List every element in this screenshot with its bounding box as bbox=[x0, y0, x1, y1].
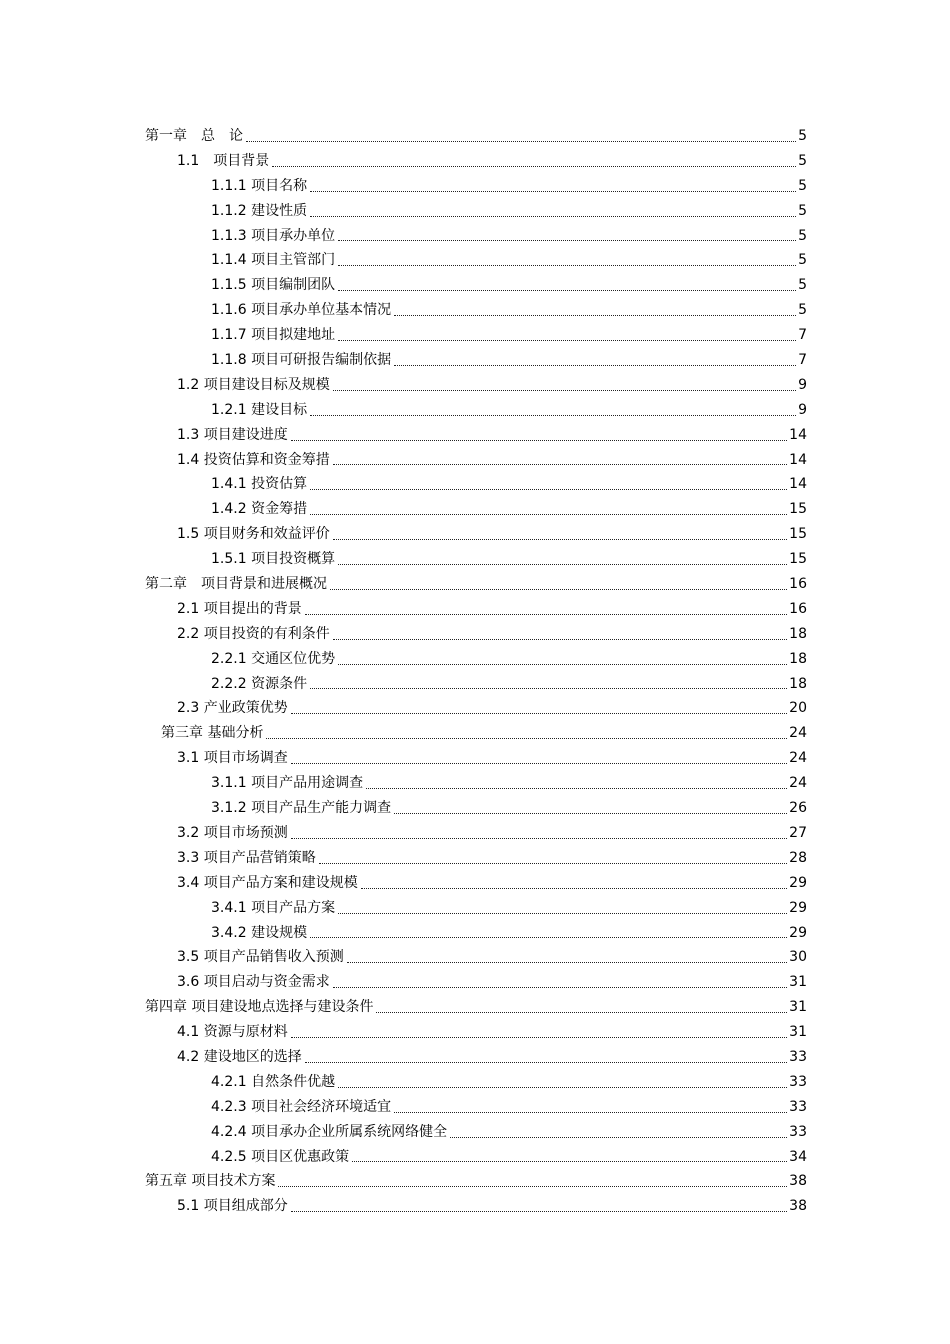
toc-entry[interactable] bbox=[0, 174, 950, 199]
toc-dot-leader bbox=[310, 414, 796, 416]
toc-entry-page-number: 33 bbox=[789, 1123, 807, 1140]
toc-entry[interactable] bbox=[0, 1120, 950, 1145]
toc-entry-title: 1.5 项目财务和效益评价 bbox=[177, 522, 331, 547]
toc-dot-leader bbox=[291, 837, 787, 839]
toc-entry[interactable] bbox=[0, 273, 950, 298]
toc-dot-leader bbox=[376, 1011, 787, 1013]
toc-entry-page-number: 16 bbox=[789, 600, 807, 617]
toc-entry[interactable] bbox=[0, 572, 950, 597]
toc-entry-title: 第四章 项目建设地点选择与建设条件 bbox=[145, 995, 374, 1020]
toc-entry[interactable] bbox=[0, 373, 950, 398]
toc-entry-title: 1.1.5 项目编制团队 bbox=[211, 273, 336, 298]
toc-entry-title: 2.2.1 交通区位优势 bbox=[211, 647, 336, 672]
toc-entry[interactable] bbox=[0, 896, 950, 921]
toc-dot-leader bbox=[338, 912, 787, 914]
toc-dot-leader bbox=[291, 1036, 787, 1038]
toc-dot-leader bbox=[394, 364, 796, 366]
toc-entry-title: 1.1.8 项目可研报告编制依据 bbox=[211, 348, 392, 373]
toc-dot-leader bbox=[330, 588, 787, 590]
toc-entry-title: 1.1.6 项目承办单位基本情况 bbox=[211, 298, 392, 323]
toc-entry[interactable] bbox=[0, 1070, 950, 1095]
toc-dot-leader bbox=[450, 1136, 787, 1138]
toc-dot-leader bbox=[291, 712, 787, 714]
toc-entry[interactable] bbox=[0, 497, 950, 522]
toc-entry-page-number: 31 bbox=[789, 974, 807, 991]
toc-entry[interactable] bbox=[0, 224, 950, 249]
toc-entry[interactable] bbox=[0, 199, 950, 224]
toc-dot-leader bbox=[338, 563, 787, 565]
toc-entry-title: 第一章 总 论 bbox=[145, 124, 244, 149]
toc-dot-leader bbox=[338, 1086, 787, 1088]
toc-entry-page-number: 14 bbox=[789, 426, 807, 443]
toc-dot-leader bbox=[310, 190, 796, 192]
toc-entry[interactable] bbox=[0, 945, 950, 970]
toc-entry[interactable] bbox=[0, 696, 950, 721]
toc-entry-title: 4.2.5 项目区优惠政策 bbox=[211, 1145, 350, 1170]
toc-entry[interactable] bbox=[0, 472, 950, 497]
toc-entry-title: 1.4.1 投资估算 bbox=[211, 472, 308, 497]
toc-entry-title: 1.4 投资估算和资金筹措 bbox=[177, 448, 331, 473]
toc-entry-page-number: 7 bbox=[798, 352, 807, 369]
toc-entry[interactable] bbox=[0, 248, 950, 273]
toc-entry-title: 3.3 项目产品营销策略 bbox=[177, 846, 317, 871]
toc-entry-page-number: 33 bbox=[789, 1098, 807, 1115]
toc-entry-title: 第五章 项目技术方案 bbox=[145, 1169, 276, 1194]
toc-entry[interactable] bbox=[0, 597, 950, 622]
toc-entry-page-number: 5 bbox=[798, 227, 807, 244]
toc-entry-page-number: 38 bbox=[789, 1198, 807, 1215]
toc-entry-page-number: 31 bbox=[789, 1024, 807, 1041]
toc-entry-title: 3.4 项目产品方案和建设规模 bbox=[177, 871, 359, 896]
toc-entry[interactable] bbox=[0, 448, 950, 473]
toc-entry-title: 3.5 项目产品销售收入预测 bbox=[177, 945, 345, 970]
toc-entry[interactable] bbox=[0, 423, 950, 448]
toc-dot-leader bbox=[333, 538, 787, 540]
toc-dot-leader bbox=[266, 737, 787, 739]
table-of-contents bbox=[0, 124, 950, 1219]
toc-dot-leader bbox=[291, 762, 787, 764]
toc-entry-title: 4.2 建设地区的选择 bbox=[177, 1045, 303, 1070]
toc-dot-leader bbox=[347, 961, 787, 963]
toc-dot-leader bbox=[310, 488, 787, 490]
toc-entry[interactable] bbox=[0, 821, 950, 846]
toc-dot-leader bbox=[310, 215, 796, 217]
toc-entry-page-number: 27 bbox=[789, 824, 807, 841]
toc-entry-title: 4.1 资源与原材料 bbox=[177, 1020, 289, 1045]
toc-entry[interactable] bbox=[0, 547, 950, 572]
toc-entry[interactable] bbox=[0, 348, 950, 373]
toc-entry-page-number: 18 bbox=[789, 650, 807, 667]
toc-entry-title: 2.1 项目提出的背景 bbox=[177, 597, 303, 622]
toc-entry-page-number: 28 bbox=[789, 849, 807, 866]
toc-entry-page-number: 24 bbox=[789, 775, 807, 792]
toc-dot-leader bbox=[338, 663, 787, 665]
toc-entry[interactable] bbox=[0, 622, 950, 647]
toc-entry[interactable] bbox=[0, 522, 950, 547]
toc-entry[interactable] bbox=[0, 771, 950, 796]
toc-entry[interactable] bbox=[0, 871, 950, 896]
toc-entry[interactable] bbox=[0, 1194, 950, 1219]
toc-entry-page-number: 5 bbox=[798, 177, 807, 194]
toc-entry[interactable] bbox=[0, 672, 950, 697]
toc-dot-leader bbox=[394, 314, 796, 316]
toc-dot-leader bbox=[338, 339, 796, 341]
toc-entry-page-number: 29 bbox=[789, 924, 807, 941]
toc-entry-page-number: 15 bbox=[789, 526, 807, 543]
toc-entry-title: 1.2.1 建设目标 bbox=[211, 398, 308, 423]
toc-entry-title: 5.1 项目组成部分 bbox=[177, 1194, 289, 1219]
toc-entry-page-number: 29 bbox=[789, 899, 807, 916]
toc-entry-page-number: 18 bbox=[789, 675, 807, 692]
toc-entry[interactable] bbox=[0, 1169, 950, 1194]
toc-entry-title: 2.2.2 资源条件 bbox=[211, 672, 308, 697]
toc-entry-page-number: 5 bbox=[798, 152, 807, 169]
toc-entry-title: 第二章 项目背景和进展概况 bbox=[145, 572, 328, 597]
toc-dot-leader bbox=[310, 513, 787, 515]
toc-dot-leader bbox=[352, 1160, 787, 1162]
toc-entry[interactable] bbox=[0, 1020, 950, 1045]
toc-entry-page-number: 14 bbox=[789, 451, 807, 468]
toc-entry-title: 4.2.4 项目承办企业所属系统网络健全 bbox=[211, 1120, 448, 1145]
toc-entry[interactable] bbox=[0, 398, 950, 423]
toc-entry-page-number: 29 bbox=[789, 874, 807, 891]
toc-entry-page-number: 31 bbox=[789, 999, 807, 1016]
toc-entry-page-number: 15 bbox=[789, 501, 807, 518]
toc-entry-title: 第三章 基础分析 bbox=[161, 721, 264, 746]
toc-dot-leader bbox=[291, 1210, 787, 1212]
toc-entry-page-number: 33 bbox=[789, 1048, 807, 1065]
toc-entry-page-number: 30 bbox=[789, 949, 807, 966]
toc-entry-title: 4.2.1 自然条件优越 bbox=[211, 1070, 336, 1095]
toc-dot-leader bbox=[338, 289, 796, 291]
toc-dot-leader bbox=[291, 439, 787, 441]
toc-entry[interactable] bbox=[0, 647, 950, 672]
toc-entry[interactable] bbox=[0, 846, 950, 871]
toc-dot-leader bbox=[338, 264, 796, 266]
toc-entry-title: 1.4.2 资金筹措 bbox=[211, 497, 308, 522]
toc-dot-leader bbox=[310, 936, 787, 938]
toc-entry-title: 3.2 项目市场预测 bbox=[177, 821, 289, 846]
toc-dot-leader bbox=[305, 613, 787, 615]
toc-entry-page-number: 18 bbox=[789, 625, 807, 642]
toc-dot-leader bbox=[361, 887, 787, 889]
toc-entry-title: 3.1.2 项目产品生产能力调查 bbox=[211, 796, 392, 821]
toc-entry-title: 1.1 项目背景 bbox=[177, 149, 270, 174]
toc-entry-page-number: 9 bbox=[798, 401, 807, 418]
toc-entry[interactable] bbox=[0, 1045, 950, 1070]
toc-dot-leader bbox=[333, 389, 796, 391]
toc-entry[interactable] bbox=[0, 721, 950, 746]
toc-entry[interactable] bbox=[0, 746, 950, 771]
toc-entry-page-number: 15 bbox=[789, 551, 807, 568]
toc-entry-page-number: 14 bbox=[789, 476, 807, 493]
toc-dot-leader bbox=[272, 165, 796, 167]
toc-entry-page-number: 5 bbox=[798, 302, 807, 319]
toc-entry-title: 1.3 项目建设进度 bbox=[177, 423, 289, 448]
toc-entry[interactable] bbox=[0, 1145, 950, 1170]
toc-entry-title: 3.6 项目启动与资金需求 bbox=[177, 970, 331, 995]
toc-entry-title: 2.2 项目投资的有利条件 bbox=[177, 622, 331, 647]
toc-entry[interactable] bbox=[0, 921, 950, 946]
toc-dot-leader bbox=[333, 463, 787, 465]
toc-entry-page-number: 9 bbox=[798, 376, 807, 393]
toc-dot-leader bbox=[333, 638, 787, 640]
toc-entry[interactable] bbox=[0, 995, 950, 1020]
toc-entry-page-number: 7 bbox=[798, 327, 807, 344]
toc-entry-title: 4.2.3 项目社会经济环境适宜 bbox=[211, 1095, 392, 1120]
toc-entry[interactable] bbox=[0, 1095, 950, 1120]
toc-dot-leader bbox=[338, 239, 796, 241]
toc-entry-title: 1.1.4 项目主管部门 bbox=[211, 248, 336, 273]
toc-dot-leader bbox=[394, 1111, 787, 1113]
toc-entry[interactable] bbox=[0, 149, 950, 174]
toc-dot-leader bbox=[366, 787, 787, 789]
toc-entry-page-number: 38 bbox=[789, 1173, 807, 1190]
toc-entry-title: 3.4.2 建设规模 bbox=[211, 921, 308, 946]
toc-entry-page-number: 33 bbox=[789, 1073, 807, 1090]
toc-entry-title: 1.2 项目建设目标及规模 bbox=[177, 373, 331, 398]
toc-dot-leader bbox=[246, 140, 796, 142]
toc-entry-page-number: 5 bbox=[798, 277, 807, 294]
toc-entry-title: 3.4.1 项目产品方案 bbox=[211, 896, 336, 921]
toc-entry-title: 2.3 产业政策优势 bbox=[177, 696, 289, 721]
toc-entry-title: 1.1.1 项目名称 bbox=[211, 174, 308, 199]
toc-entry-title: 3.1 项目市场调查 bbox=[177, 746, 289, 771]
toc-entry-title: 1.1.2 建设性质 bbox=[211, 199, 308, 224]
toc-entry-page-number: 34 bbox=[789, 1148, 807, 1165]
toc-entry-title: 1.5.1 项目投资概算 bbox=[211, 547, 336, 572]
toc-entry-page-number: 20 bbox=[789, 700, 807, 717]
toc-entry-page-number: 5 bbox=[798, 128, 807, 144]
toc-entry[interactable] bbox=[0, 124, 950, 149]
toc-entry[interactable] bbox=[0, 970, 950, 995]
toc-entry-page-number: 16 bbox=[789, 576, 807, 593]
toc-entry-page-number: 26 bbox=[789, 800, 807, 817]
toc-entry-page-number: 24 bbox=[789, 725, 807, 742]
toc-entry-title: 1.1.7 项目拟建地址 bbox=[211, 323, 336, 348]
toc-dot-leader bbox=[333, 986, 787, 988]
toc-dot-leader bbox=[278, 1185, 787, 1187]
toc-entry-page-number: 24 bbox=[789, 750, 807, 767]
toc-dot-leader bbox=[305, 1061, 787, 1063]
toc-entry[interactable] bbox=[0, 796, 950, 821]
toc-entry-title: 1.1.3 项目承办单位 bbox=[211, 224, 336, 249]
toc-dot-leader bbox=[310, 687, 787, 689]
toc-entry[interactable] bbox=[0, 323, 950, 348]
toc-entry-page-number: 5 bbox=[798, 252, 807, 269]
toc-dot-leader bbox=[394, 812, 787, 814]
toc-entry-title: 3.1.1 项目产品用途调查 bbox=[211, 771, 364, 796]
toc-entry-page-number: 5 bbox=[798, 202, 807, 219]
toc-dot-leader bbox=[319, 862, 787, 864]
toc-entry[interactable] bbox=[0, 298, 950, 323]
